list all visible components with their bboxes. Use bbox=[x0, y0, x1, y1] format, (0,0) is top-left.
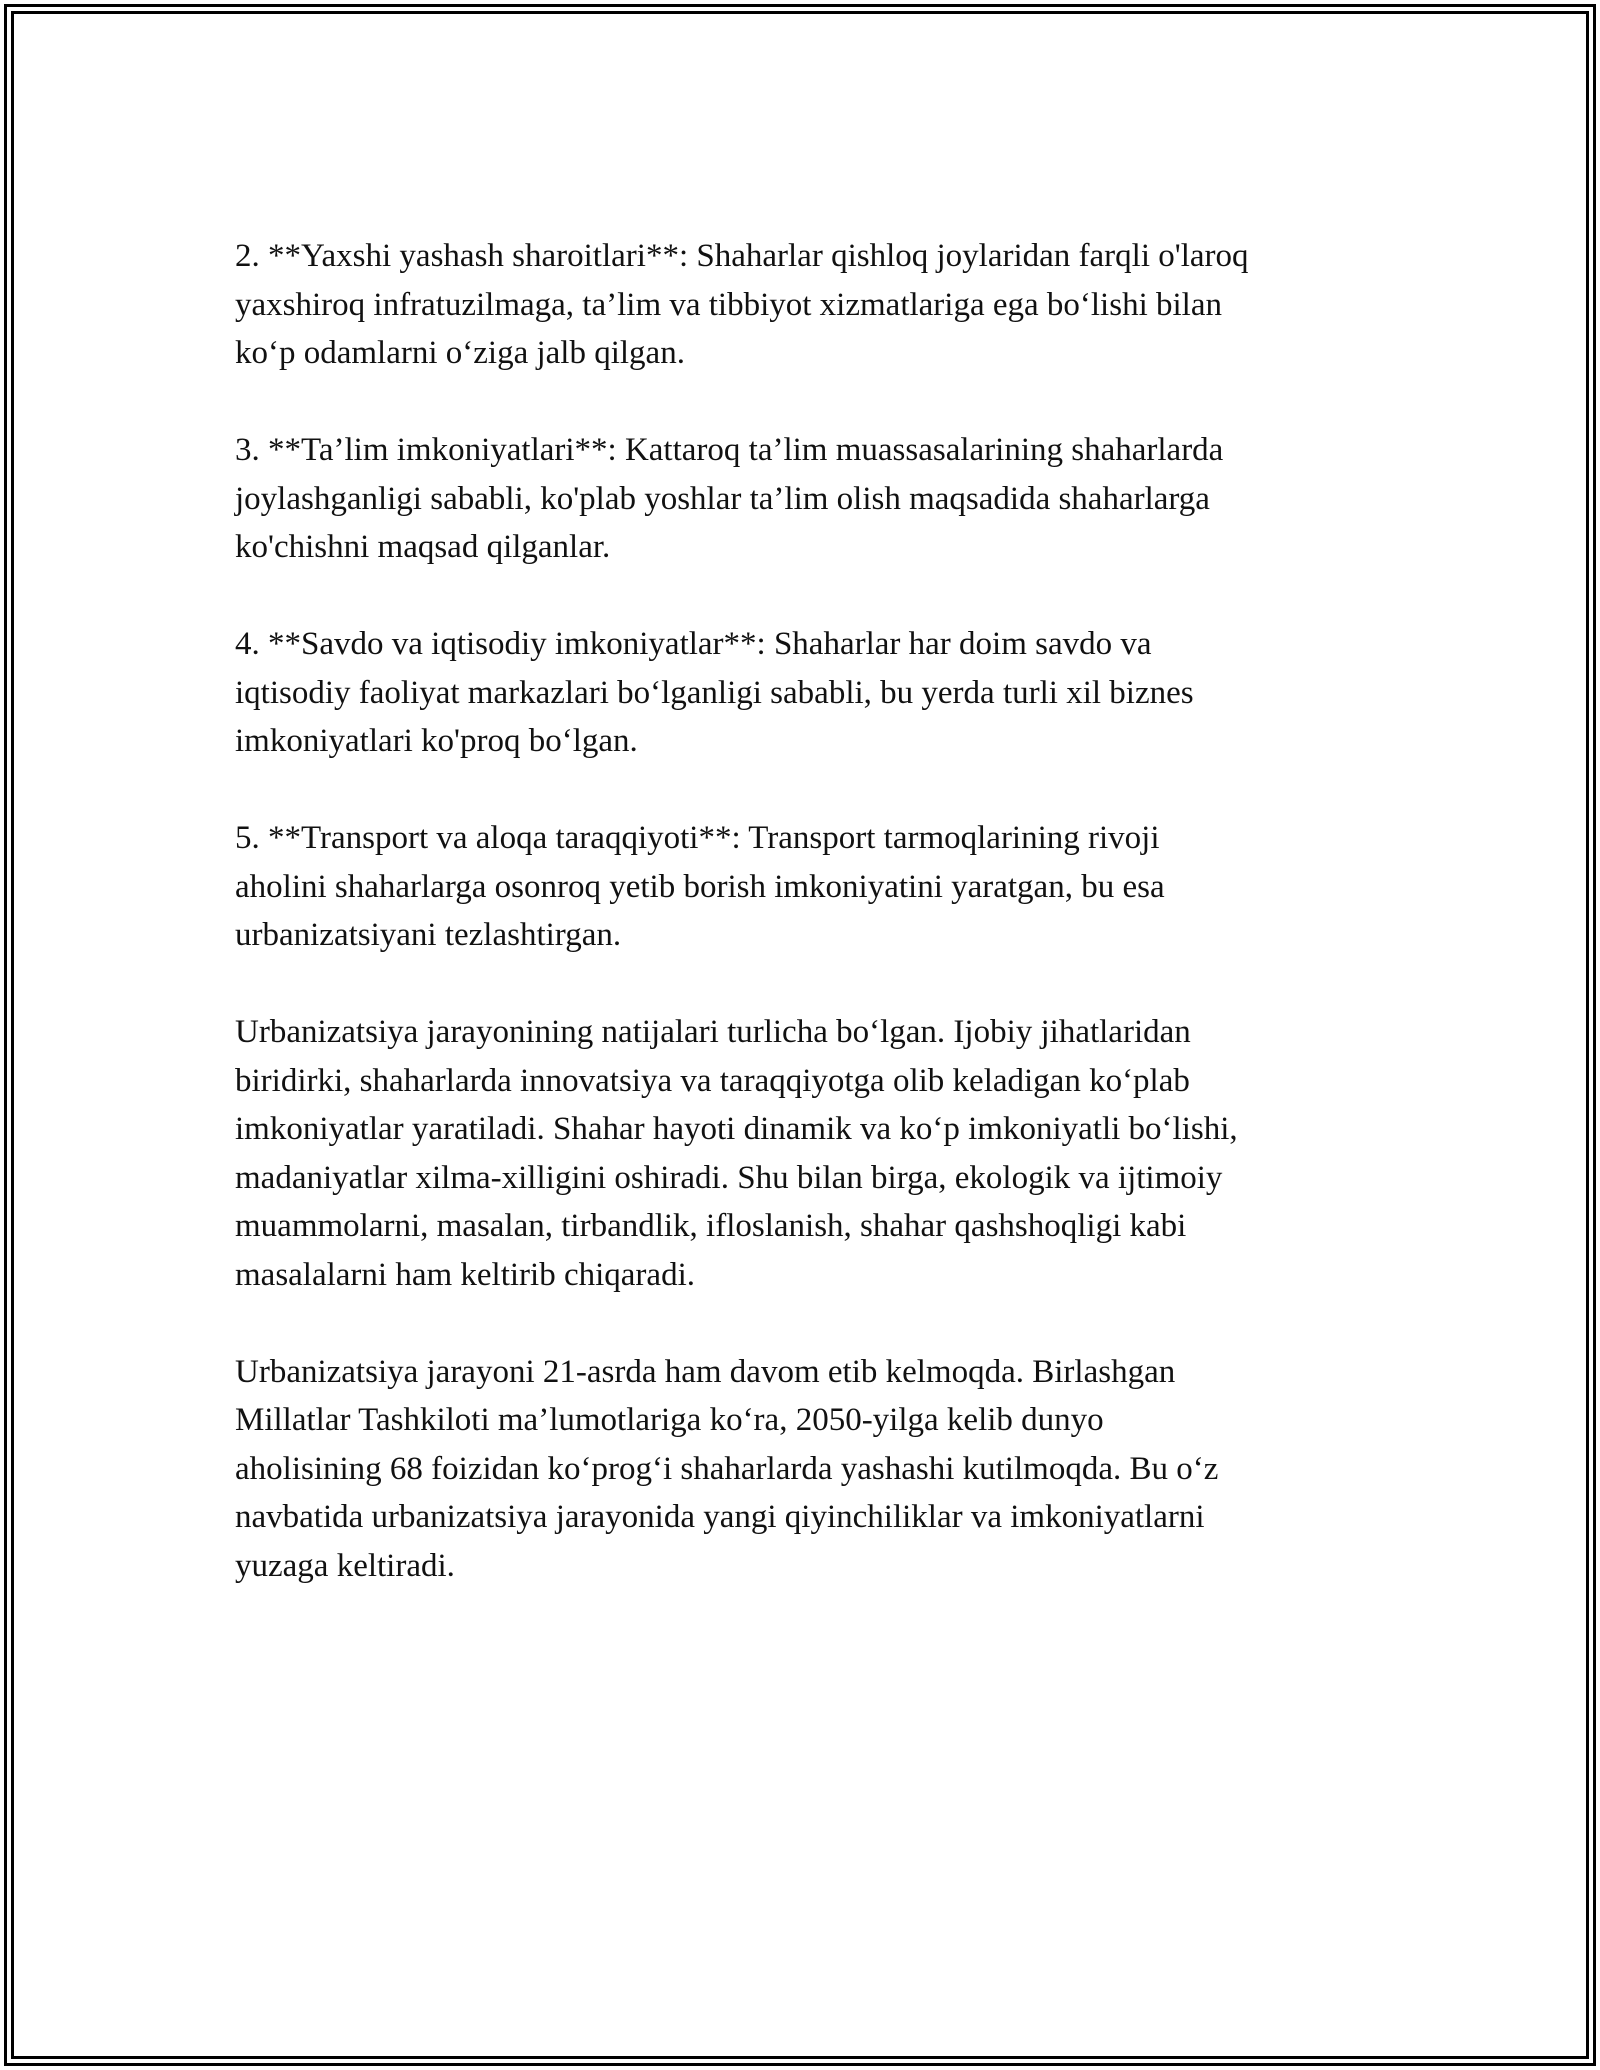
paragraph-item-3-education: 3. **Ta’lim imkoniyatlari**: Kattaroq ta’lim muassasalarining shaharlarda joylashganligi sababli, ko'plab yoshlar ta’lim olish maqsadida shaharlarga ko'chishni maqsad qilganlar. bbox=[235, 432, 1224, 565]
paragraph-item-4-trade-economy: 4. **Savdo va iqtisodiy imkoniyatlar**: Shaharlar har doim savdo va iqtisodiy faoliyat markazlari bo‘lganligi sababli, bu yerda turli xil biznes imkoniyatlari ko'proq bo‘lgan. bbox=[235, 626, 1194, 759]
paragraph-urbanization-results: Urbanizatsiya jarayonining natijalari turlicha bo‘lgan. Ijobiy jihatlaridan biridirki, shaharlarda innovatsiya va taraqqiyotga olib keladigan ko‘plab imkoniyatlar yaratiladi. Shahar hayoti dinamik va ko‘p imkoniyatli bo‘lishi, madaniyatlar xilma-xilligini oshiradi. Shu bilan birga, ekologik va ijtimoiy muammolarni, masalan, tirbandlik, ifloslanish, shahar qashshoqligi kabi masalalarni ham keltirib chiqaradi. bbox=[235, 1014, 1238, 1293]
paragraph-item-5-transport: 5. **Transport va aloqa taraqqiyoti**: Transport tarmoqlarining rivoji aholini shaharlarga osonroq yetib borish imkoniyatini yaratgan, bu esa urbanizatsiyani tezlashtirgan. bbox=[235, 820, 1165, 953]
paragraph-urbanization-future: Urbanizatsiya jarayoni 21-asrda ham davom etib kelmoqda. Birlashgan Millatlar Tashkiloti ma’lumotlariga ko‘ra, 2050-yilga kelib dunyo aholisining 68 foizidan ko‘prog‘i shaharlarda yashashi kutilmoqda. Bu o‘z navbatida urbanizatsiya jarayonida yangi qiyinchiliklar va imkoniyatlarni yuzaga keltiradi. bbox=[235, 1353, 1219, 1584]
paragraph-item-2-living-conditions: 2. **Yaxshi yashash sharoitlari**: Shaharlar qishloq joylaridan farqli o'laroq yaxshiroq infratuzilmaga, ta’lim va tibbiyot xizmatlariga ega bo‘lishi bilan ko‘p odamlarni o‘ziga jalb qilgan. bbox=[235, 238, 1249, 371]
document-body bbox=[235, 232, 1385, 1639]
